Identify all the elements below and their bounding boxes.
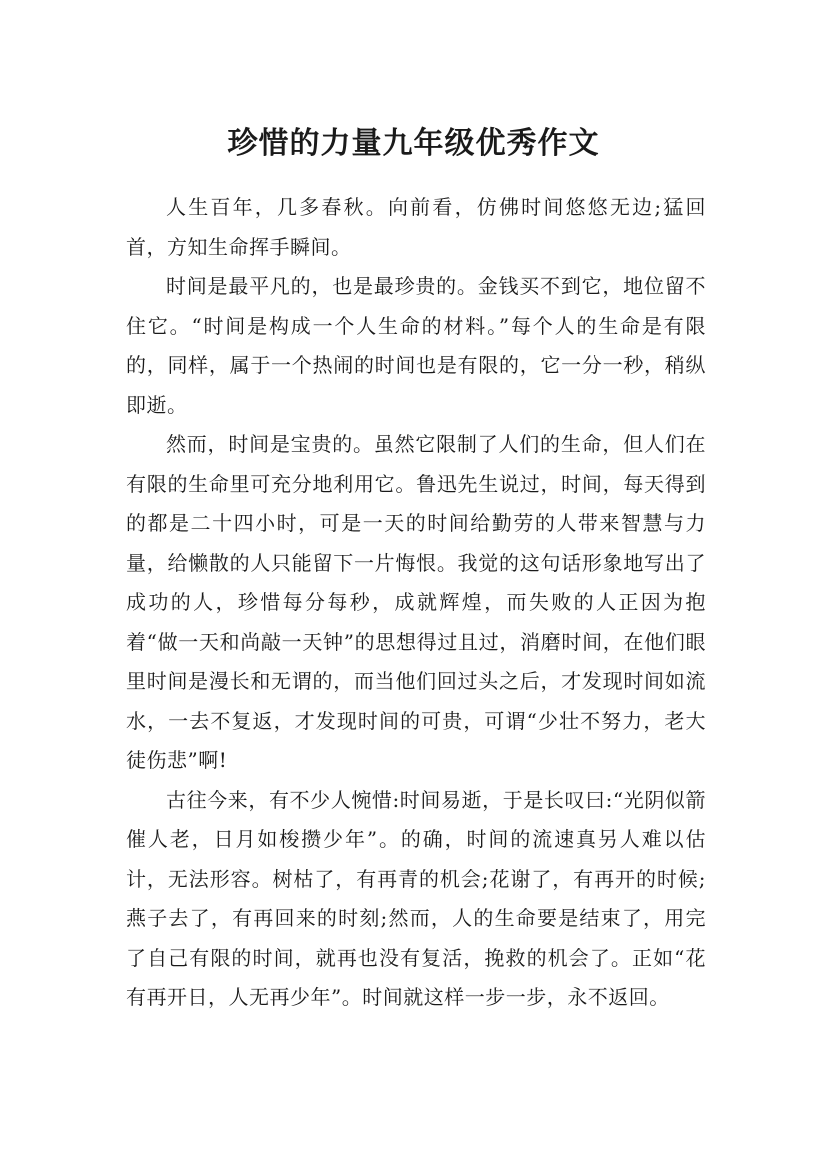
document-body <box>126 188 706 1018</box>
paragraph-1: 人生百年，几多春秋。向前看，仿佛时间悠悠无边;猛回首，方知生命挥手瞬间。 <box>126 195 706 259</box>
document-title: 珍惜的力量九年级优秀作文 <box>227 126 600 162</box>
paragraph-3: 然而，时间是宝贵的。虽然它限制了人们的生命，但人们在有限的生命里可充分地利用它。鲁迅先生说过，时间，每天得到的都是二十四小时，可是一天的时间给勤劳的人带来智慧与力量，给懒散的人只能留下一片悔恨。我觉的这句话形象地写出了成功的人，珍惜每分每秒，成就辉煌，而失败的人正因为抱着“做一天和尚敲一天钟”的思想得过且过，消磨时间，在他们眼里时间是漫长和无谓的，而当他们回过头之后，才发现时间如流水，一去不复返，才发现时间的可贵，可谓“少壮不努力，老大徒伤悲”啊! <box>126 432 706 772</box>
paragraph-2: 时间是最平凡的，也是最珍贵的。金钱买不到它，地位留不住它。“时间是构成一个人生命的材料。”每个人的生命是有限的，同样，属于一个热闹的时间也是有限的，它一分一秒，稍纵即逝。 <box>126 274 706 417</box>
paragraph-4: 古往今来，有不少人惋惜:时间易逝，于是长叹曰:“光阴似箭催人老，日月如梭攒少年”。的确，时间的流速真另人难以估计，无法形容。树枯了，有再青的机会;花谢了，有再开的时候;燕子去了，有再回来的时刻;然而，人的生命要是结束了，用完了自己有限的时间，就再也没有复活，挽救的机会了。正如“花有再开日，人无再少年”。时间就这样一步一步，永不返回。 <box>126 787 706 1009</box>
